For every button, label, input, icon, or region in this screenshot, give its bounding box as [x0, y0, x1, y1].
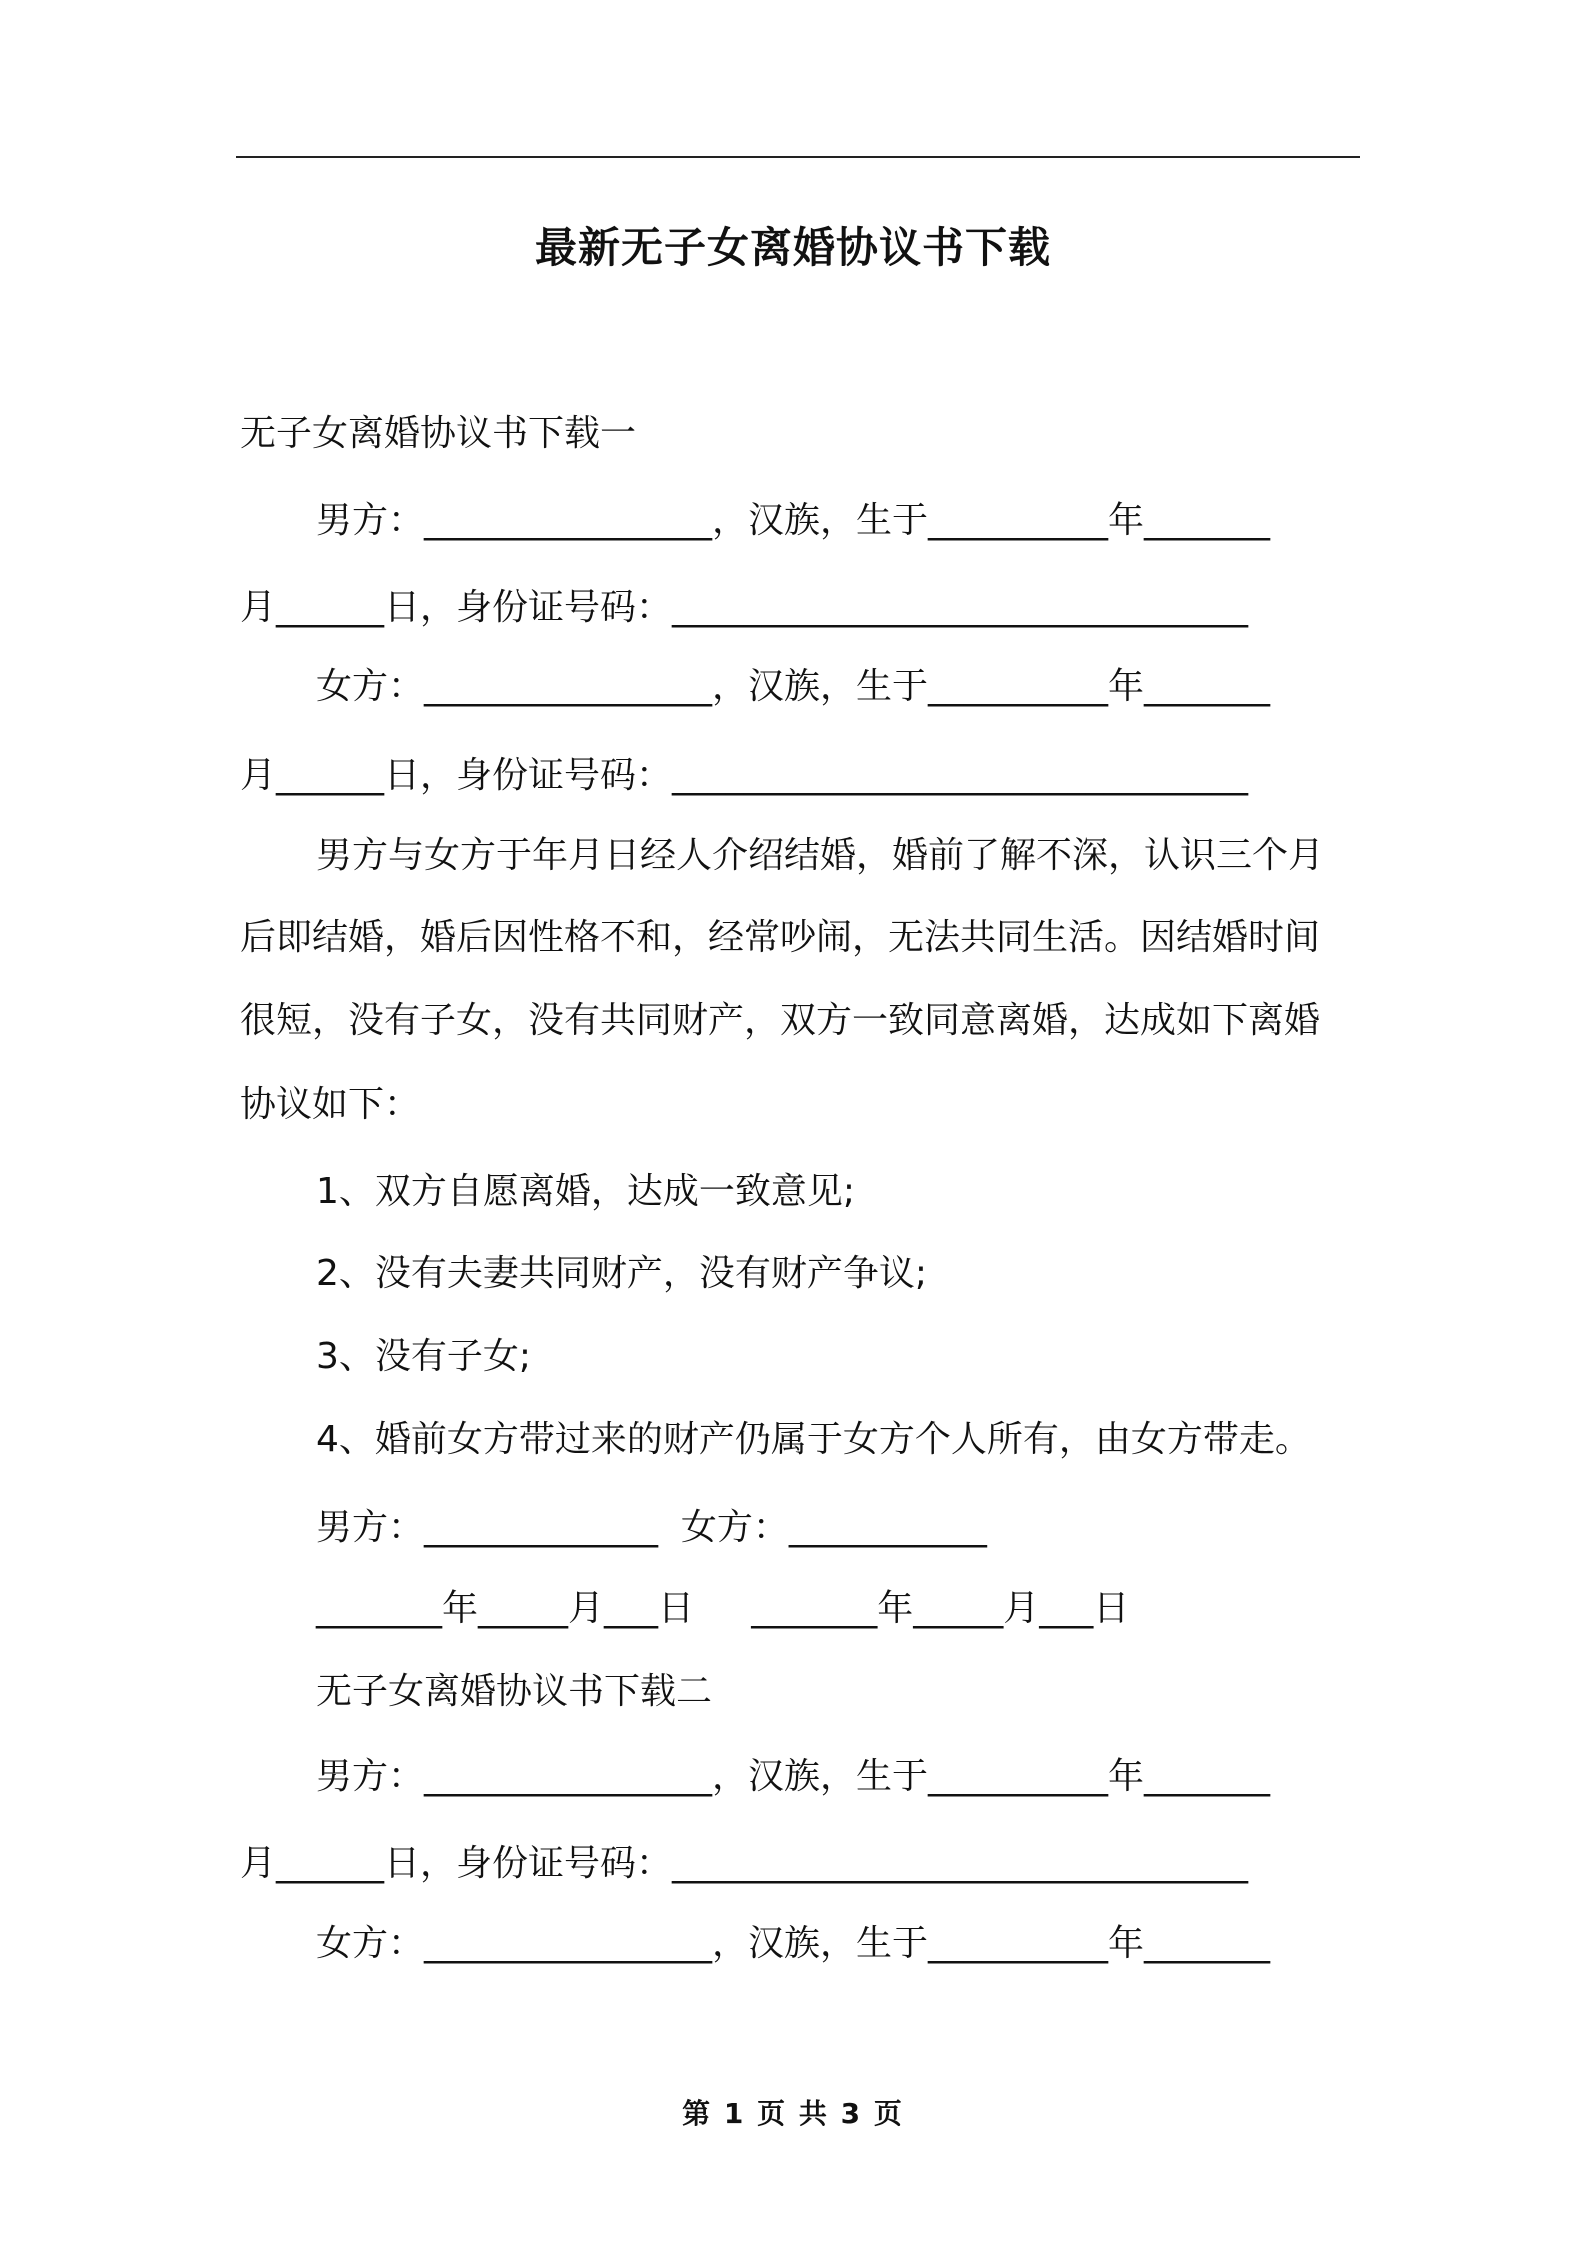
s2-male-info-cont: 月______日，身份证号码：________________________________ — [240, 1843, 1249, 1884]
date-line: _______年_____月___日 _______年_____月___日 — [316, 1588, 1130, 1629]
document-title: 最新无子女离婚协议书下载 — [534, 223, 1051, 272]
clause-1: 1、双方自愿离婚，达成一致意见; — [316, 1171, 856, 1212]
s2-male-info: 男方：________________，汉族，生于__________年_______ — [316, 1756, 1271, 1797]
s1-male-info: 男方：________________，汉族，生于__________年_______ — [316, 500, 1271, 541]
s1-female-info: 女方：________________，汉族，生于__________年_______ — [316, 666, 1271, 707]
para-line-4: 协议如下： — [240, 1084, 421, 1125]
clause-2: 2、没有夫妻共同财产，没有财产争议; — [316, 1253, 928, 1294]
para-line-1: 男方与女方于年月日经人介绍结婚，婚前了解不深，认识三个月 — [316, 835, 1325, 876]
clause-4: 4、婚前女方带过来的财产仍属于女方个人所有，由女方带走。 — [316, 1419, 1311, 1460]
section1-heading: 无子女离婚协议书下载一 — [240, 413, 637, 454]
page-number-footer: 第 1 页 共 3 页 — [682, 2097, 904, 2130]
header-rule — [236, 156, 1360, 158]
s1-male-info-cont: 月______日，身份证号码：________________________________ — [240, 587, 1249, 628]
s2-female-info: 女方：________________，汉族，生于__________年_______ — [316, 1923, 1271, 1964]
s1-female-info-cont: 月______日，身份证号码：________________________________ — [240, 755, 1249, 796]
para-line-2: 后即结婚，婚后因性格不和，经常吵闹，无法共同生活。因结婚时间 — [240, 917, 1321, 958]
clause-3: 3、没有子女; — [316, 1336, 532, 1377]
section2-heading: 无子女离婚协议书下载二 — [316, 1671, 713, 1712]
para-line-3: 很短，没有子女，没有共同财产，双方一致同意离婚，达成如下离婚 — [240, 1000, 1321, 1041]
signature-line: 男方：_____________ 女方：___________ — [316, 1507, 987, 1548]
